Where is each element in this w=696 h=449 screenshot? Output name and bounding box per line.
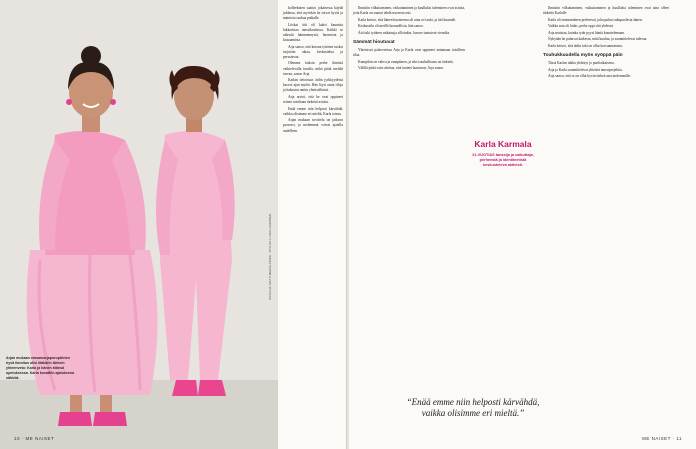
photo-caption: Arjan mukaan varsamarjaporopäivien hyvä ilmoitus olisi lääkärin tärkein yhteenveto: Karla ja hänen äitinsä opetuksessa. Karla kuvattiin ajatuksena sähköä. (6, 356, 75, 380)
paragraph: Välillä pitää vain odottaa, että tunteet laantuvat, Arja sanoo. (358, 66, 445, 71)
paragraph: Karla oli ensimmäinen perheessä, joka puhui sukupuolesta äänen. (548, 17, 643, 22)
paragraph: Kumpikin on vahva ja omapäinen, ja siksi rauhallisuus on tärkeää. (358, 59, 454, 64)
paragraph: Liiskat äiti oli kaksi kaunista lukkoriitaa tanssikoulussa. Kaikki se aiheutti hämmennystä, huomiota ja kiusaamista. (283, 22, 343, 43)
paragraph: Arja ja Karla suunnittelevat yhteistä tanssiprojektia. (548, 67, 623, 72)
paragraph: Arja sanoo, että kotona tyttären tuoksi tarjottiin aikaa, keskustelua ja perustavaa. (283, 44, 343, 59)
left-page (0, 0, 347, 449)
paragraph: Enää emme niin helposti kärvähdä, vaikka olisimme eri mieltä, Karla toteaa. (283, 106, 343, 116)
paragraph: Äiti tuki tyttären ratkaisuja silloinkin, kun ne tuntuivat vierailta. (358, 30, 451, 35)
profile-sidebar (471, 140, 535, 168)
right-column-two (543, 6, 669, 81)
right-column-one (353, 6, 465, 73)
left-text-column (283, 6, 343, 135)
paragraph: Tässä Karlan tukka yhdistyi jo puoliaikaisena. (548, 61, 615, 66)
paragraph: Arjan mukaan sovittelu on jatkuva prosessi, ja molemmat voivat ajatella uudelleen. (283, 118, 343, 133)
paragraph: Ihmisiin vilkuttaminen, vaikuttaminen ja kuulluksi tuleminen ovat aina olleet tärkeitä Karlalle. (543, 6, 669, 16)
sidebar-info: 21-VUOTIAS tanssija ja vaikuttaja, perheestä ja identiteetistä keskusteleva aktivisti. (472, 153, 534, 167)
paragraph: Arja arvioi, että he ovat oppineet toinen toisiltaan tärkeitä asioita. (283, 95, 343, 105)
photo-credit: KUVAAJA: MATTI MEIKÄLÄINEN · STYLISTI: LIISA LUOMINEN (268, 213, 272, 300)
paragraph: Vaikka asia oli hidas, perhe oppi sitä yhdessä. (548, 24, 614, 29)
pull-quote: “Enää emme niin helposti kärvähdä, vaikka olisimme eri mieltä.” (406, 397, 540, 418)
portrait-illustration (0, 0, 278, 449)
paragraph: Yhteisissä palavereissa Arja ja Karla ovat oppineet antamaan toisilleen tilaa. (353, 47, 465, 58)
paragraph: Ihmisiin vilkuttaminen, vaikuttaminen ja kuulluksi tuleminen ovat asioita, joita Karla on saanut tehdä nuoresta asti. (353, 6, 465, 16)
folio-right: ME NAISET · 11 (642, 436, 682, 441)
paragraph: Karla kertoo, että äidin tuki on ollut korvaamatonta. (548, 44, 623, 49)
sidebar-name: Karla Karmala (474, 139, 532, 149)
paragraph: Olemme kaksin perhe ihmisiä vaihtelevalla tavalla, mikä pitää meidät turvaa, sanoo Arja. (283, 61, 343, 76)
paragraph: kolleeknien saattoi jokaisessa käydä juhlassa, että myöskin he toivat hyviä ja mainiota ruokaa paikalle. (283, 6, 343, 21)
paragraph: Keskustelu oli meillä luonnollista, hän sanoo. (358, 24, 424, 29)
section-heading: Sämmät hioutuvat (353, 39, 395, 45)
paragraph: Arja sanoo, että se on ollut hyvin tärkeä asia molemmille. (548, 74, 631, 79)
paragraph: Karlan tietoisuus äidin jyrkkyydestä kasvoi ajan myötä. Hän löysi omia tiloja ja hakeutui omiin yhteisöihinsä. (283, 78, 343, 93)
section-heading: Touhukkuudella myös syöppä päin (543, 53, 623, 59)
paragraph: Nykyään he puhuvat kaikesta, mitä kuuluu, ja suunnittelevat tulevaa. (548, 37, 648, 42)
paragraph: Karla kertoo, että hänen huoneensa oli aina ovi auki, ja äiti kuunteli. (358, 17, 457, 22)
portrait-photo (0, 0, 278, 449)
paragraph: Arja muistaa, kuinka tytär pyysi häntä kuuntelemaan. (548, 30, 625, 35)
folio-left: 10 · ME NAISET (14, 436, 55, 441)
right-page (349, 0, 696, 449)
